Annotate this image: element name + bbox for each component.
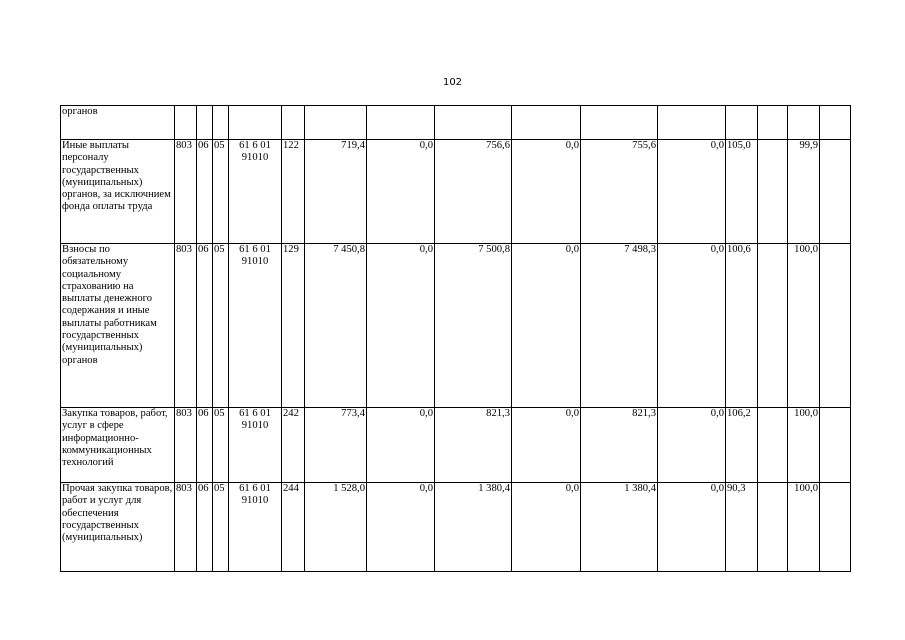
cell-v1 <box>305 106 367 140</box>
cell-v3: 821,3 <box>435 408 512 483</box>
table-row <box>61 106 851 140</box>
cell-rz: 06 <box>197 244 213 408</box>
cell-v1: 719,4 <box>305 140 367 244</box>
cell-name: органов <box>61 106 175 140</box>
cell-empty <box>758 244 788 408</box>
cell-pr: 05 <box>213 483 229 572</box>
cell-v6: 0,0 <box>658 244 726 408</box>
cell-empty <box>758 140 788 244</box>
cell-kcsr: 61 6 01 91010 <box>229 244 282 408</box>
cell-v6: 0,0 <box>658 483 726 572</box>
cell-v4 <box>512 106 581 140</box>
cell-ved: 803 <box>175 408 197 483</box>
cell-pr: 05 <box>213 140 229 244</box>
cell-kcsr: 61 6 01 91010 <box>229 483 282 572</box>
table-row <box>61 483 851 572</box>
cell-v6: 0,0 <box>658 408 726 483</box>
cell-ved: 803 <box>175 244 197 408</box>
cell-name: Закупка товаров, работ, услуг в сфере информационно-коммуникационных технологий <box>61 408 175 483</box>
budget-table-body <box>61 106 851 572</box>
cell-empty <box>820 106 851 140</box>
cell-rz: 06 <box>197 408 213 483</box>
cell-empty <box>820 483 851 572</box>
cell-kcsr: 61 6 01 91010 <box>229 140 282 244</box>
cell-v2 <box>367 106 435 140</box>
cell-v6 <box>658 106 726 140</box>
cell-v2: 0,0 <box>367 140 435 244</box>
cell-v3 <box>435 106 512 140</box>
cell-empty <box>758 483 788 572</box>
cell-p1: 106,2 <box>726 408 758 483</box>
cell-pr <box>213 106 229 140</box>
table-row <box>61 408 851 483</box>
cell-v3: 1 380,4 <box>435 483 512 572</box>
cell-empty <box>820 408 851 483</box>
cell-v3: 756,6 <box>435 140 512 244</box>
budget-table <box>60 105 851 572</box>
cell-v5: 7 498,3 <box>581 244 658 408</box>
cell-p2: 100,0 <box>788 408 820 483</box>
cell-v4: 0,0 <box>512 483 581 572</box>
cell-p1: 90,3 <box>726 483 758 572</box>
cell-v2: 0,0 <box>367 408 435 483</box>
cell-pr: 05 <box>213 408 229 483</box>
cell-kcsr <box>229 106 282 140</box>
cell-v2: 0,0 <box>367 483 435 572</box>
cell-empty <box>820 140 851 244</box>
cell-p1: 100,6 <box>726 244 758 408</box>
cell-v4: 0,0 <box>512 140 581 244</box>
cell-name: Прочая закупка товаров, работ и услуг для обеспечения государственных (муниципальных) <box>61 483 175 572</box>
cell-rz: 06 <box>197 140 213 244</box>
cell-pr: 05 <box>213 244 229 408</box>
cell-v1: 773,4 <box>305 408 367 483</box>
page-number: 102 <box>442 77 463 88</box>
cell-v5: 755,6 <box>581 140 658 244</box>
cell-p2: 100,0 <box>788 483 820 572</box>
cell-rz <box>197 106 213 140</box>
cell-rz: 06 <box>197 483 213 572</box>
cell-v6: 0,0 <box>658 140 726 244</box>
table-row <box>61 244 851 408</box>
cell-name: Иные выплаты персоналу государственных (муниципальных) органов, за исключнием фонда оплаты труда <box>61 140 175 244</box>
cell-v2: 0,0 <box>367 244 435 408</box>
cell-vr <box>282 106 305 140</box>
cell-empty <box>758 106 788 140</box>
cell-p2: 99,9 <box>788 140 820 244</box>
cell-v1: 1 528,0 <box>305 483 367 572</box>
cell-ved: 803 <box>175 483 197 572</box>
cell-p2 <box>788 106 820 140</box>
cell-v5 <box>581 106 658 140</box>
cell-v1: 7 450,8 <box>305 244 367 408</box>
cell-name: Взносы по обязательному социальному страхованию на выплаты денежного содержания и иные выплаты работникам государственных (муниципальных) органов <box>61 244 175 408</box>
cell-v4: 0,0 <box>512 408 581 483</box>
cell-vr: 129 <box>282 244 305 408</box>
cell-p1: 105,0 <box>726 140 758 244</box>
cell-kcsr: 61 6 01 91010 <box>229 408 282 483</box>
cell-vr: 122 <box>282 140 305 244</box>
cell-v5: 821,3 <box>581 408 658 483</box>
cell-v3: 7 500,8 <box>435 244 512 408</box>
cell-v4: 0,0 <box>512 244 581 408</box>
cell-p1 <box>726 106 758 140</box>
cell-ved <box>175 106 197 140</box>
cell-v5: 1 380,4 <box>581 483 658 572</box>
cell-p2: 100,0 <box>788 244 820 408</box>
cell-vr: 244 <box>282 483 305 572</box>
cell-ved: 803 <box>175 140 197 244</box>
cell-empty <box>758 408 788 483</box>
cell-empty <box>820 244 851 408</box>
cell-vr: 242 <box>282 408 305 483</box>
table-row <box>61 140 851 244</box>
